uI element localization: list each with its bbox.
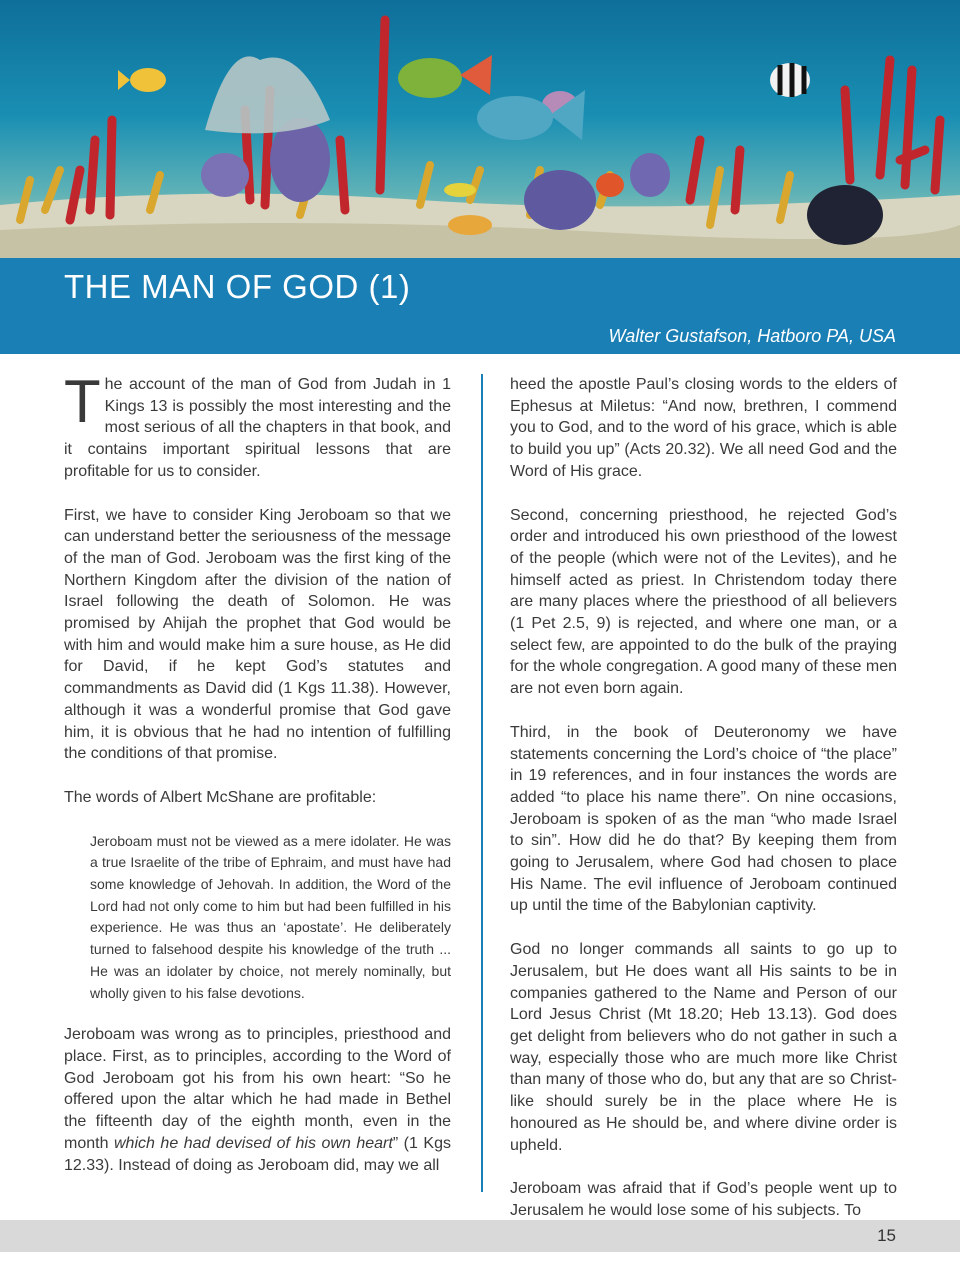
left-column [64, 368, 451, 1198]
paragraph: heed the apostle Paul’s closing words to the elders of Ephesus at Miletus: “And now, brethren, I commend you to God, and to the word of his grace, which is able to build you up” (Acts 20.32). We all need God and the Word of His grace. [510, 376, 897, 480]
italic-phrase: which he had devised of his own heart [114, 1134, 393, 1152]
coral-reef-photo [0, 0, 960, 258]
article-author: Walter Gustafson, Hatboro PA, USA [608, 326, 896, 346]
page-number: 15 [877, 1226, 896, 1245]
paragraph-text: ” (1 Kgs 12.33). Instead of doing as Jeroboam did, may we all [64, 1134, 451, 1174]
article-title: THE MAN OF GOD (1) [64, 268, 411, 305]
paragraph: Second, concerning priesthood, he rejected God’s order and introduced his own priesthood of the lowest of the people (which were not of the Levites), and he himself acted as priest. In Christendom today there are many places where the priesthood of all believers (1 Pet 2.5, 9) is rejected, and where one man, or a select few, are appointed to do the bulk of the praying for the whole congregation. A good many of these men are not even born again. [510, 506, 897, 698]
right-column [510, 374, 897, 1244]
intro-text: he account of the man of God from Judah in 1 Kings 13 is possibly the most interesting and the most serious of all the chapters in that book, and it contains important spiritual lessons that are profitable for us to consider. [64, 376, 451, 480]
paragraph: Third, in the book of Deuteronomy we have statements concerning the Lord’s choice of “the place” in 19 references, and in four instances the words are added “to place his name there”. On nine occasions, Jeroboam is spoken of as the man “who made Israel to sin”. How did he do that? By keeping them from going to Jerusalem, where God had chosen to place His Name. The evil influence of Jeroboam continued up until the time of the Babylonian captivity. [510, 723, 897, 915]
drop-cap: T [64, 368, 101, 435]
block-quote: Jeroboam must not be viewed as a mere idolater. He was a true Israelite of the tribe of Ephraim, and must have had some knowledge of Jehovah. In addition, the Word of the Lord had not only come to him but had been fulfilled in his experience. He was thus an ‘apostate’. He deliberately turned to falsehood despite his knowledge of the truth ... He was an idolater by choice, not merely nominally, but wholly given to his false devotions. [90, 832, 451, 1001]
intro-paragraph [64, 368, 451, 483]
paragraph-text: Jeroboam was wrong as to principles, priesthood and place. First, as to principles, according to the Word of God Jeroboam got his from his own heart: “So he offered upon the altar which he had made in Bethel the fifteenth day of the eighth month, even in the month [64, 1026, 451, 1152]
paragraph [64, 1024, 451, 1176]
column-divider [481, 374, 483, 1192]
footer-bar [0, 1220, 960, 1252]
paragraph: First, we have to consider King Jeroboam so that we can understand better the seriousness of the message of the man of God. Jeroboam was the first king of the Northern Kingdom after the division of the nation of Israel following the death of Solomon. He was promised by Ahijah the prophet that God would be with him and would make him a sure house, as He did for David, if he kept God’s statutes and commandments as David did (1 Kgs 11.38). However, although it was a wonderful promise that God gave him, it is obvious that he had no intention of fulfilling the conditions of that promise. [64, 506, 451, 763]
paragraph: The words of Albert McShane are profitable: [64, 788, 377, 806]
paragraph: God no longer commands all saints to go up to Jerusalem, but He does want all His saints to be in companies gathered to the Name and Person of our Lord Jesus Christ (Mt 18.20; Heb 13.13). God does get delight from believers who do not gather in such a way, especially those who are much more like Christ than many of those who do, but any that are so Christ-like should surely be in the place where He is honoured as He should be, and where divine order is upheld. [510, 941, 897, 1154]
paragraph: Jeroboam was afraid that if God’s people went up to Jerusalem he would lose some of his subjects. To [510, 1180, 897, 1219]
